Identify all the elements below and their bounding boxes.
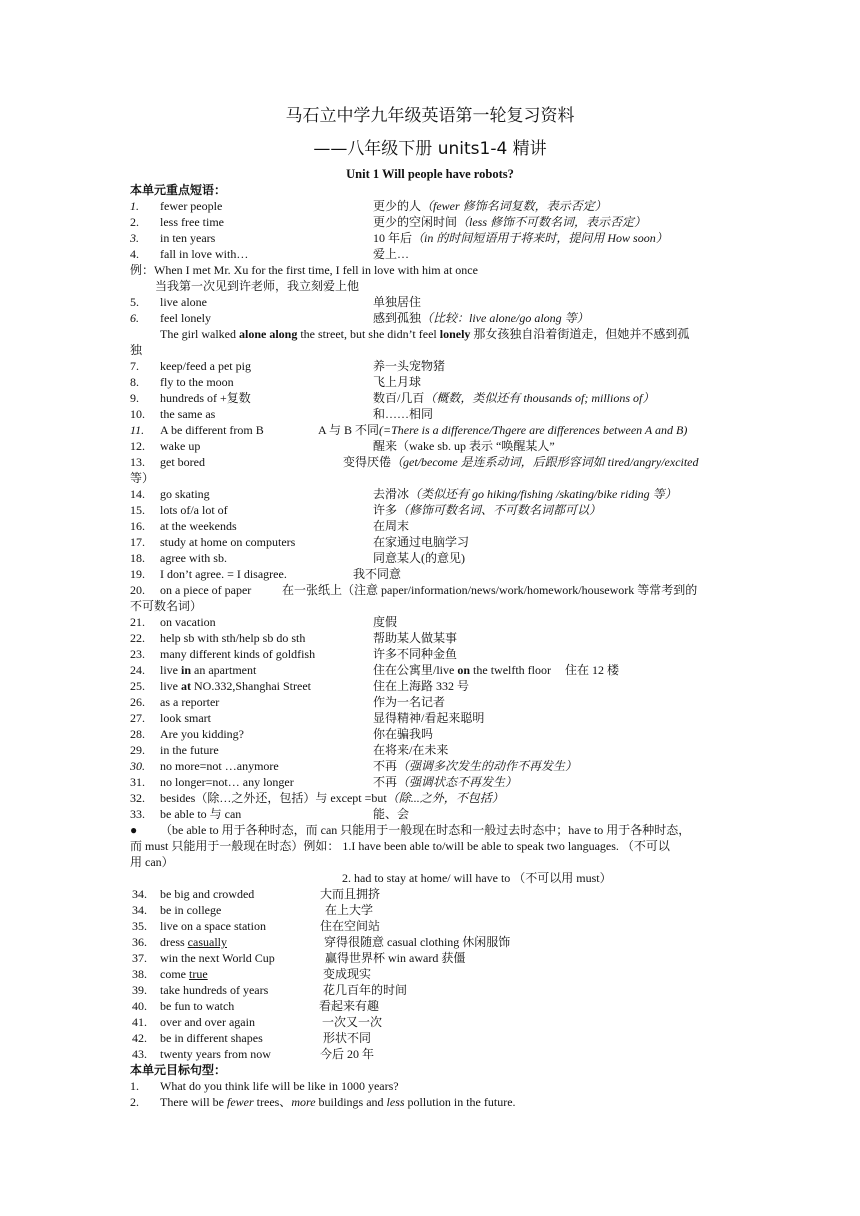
bullet-note-line: 2. had to stay at home/ will have to （不可以用 must）: [342, 871, 612, 885]
section-heading-sentences: 本单元目标句型：: [130, 1063, 227, 1077]
bullet-note-line: 用 can）: [130, 855, 174, 869]
document-subtitle: ——八年级下册 units1-4 精讲: [313, 139, 547, 159]
example-translation: 当我第一次见到许老师，我立刻爱上他: [155, 279, 360, 293]
document-page: 马石立中学九年级英语第一轮复习资料 ——八年级下册 units1-4 精讲 Unit 1 Will people have robots? 本单元重点短语： 1. fewer people 更少的人（fewer 修饰名词复数，表示否定） 2. less free time 更少的空闲时间（less 修饰不可数名词，表示否定） 3. in ten years 10 年后（in 的时间短语用于将来时，提问用 How soon） 4. fall in love with… 爱上… 例：When I met Mr. Xu for the first time, I fell in love with him at once 当我第一次见到许老师，我立刻爱上他 5. live alone 单独居住 6. feel lonely 感到孤独（比较：live alone/go along 等） The girl walked alone along the street, but she didn’t feel lonely 那女孩独自沿着街道走，但她并不感到孤 独 7. keep/feed a pet pig 养一头宠物猪 8. fly to the moon 飞上月球 9. hundreds of +复数 数百/几百（概数，类似还有 thousands of; millions of） 10. the same as 和……相同 11. A be different from B A 与 B 不同(=There is a difference/Thgere are differences between A and B) 12. wake up 醒来（wake sb. up 表示 “唤醒某人” 13. get bored 变得厌倦（get/become 是连系动词，后跟形容词如 tired/angry/excited 等） 14. go skating 去滑冰（类似还有 go hiking/fishing /skating/bike riding 等） 15. lots of/a lot of 许多（修饰可数名词、不可数名词都可以） 16. at the weekends 在周末 17. study at home on computers 在家通过电脑学习 18. agree with sb. 同意某人(的意见) 19. I don’t agree. = I disagree. 我不同意 20. on a piece of paper 在一张纸上（注意 paper/information/news/work/homework/housework 等常考到的 不可数名词） 21. on vacation 度假 22. help sb with sth/help sb do sth 帮助某人做某事 23. many different kinds of goldfish 许多不同种金鱼 24. live in an apartment 住在公寓里/live on the twelfth floor 住在 12 楼 25. live at NO.332,Shanghai Street 住在上海路 332 号 26. as a reporter 作为一名记者 27. look smart 显得精神/看起来聪明 28. Are you kidding? 你在骗我吗 29. in the future 在将来/在未来 30. no more=not …anymore 不再（强调多次发生的动作不再发生） 31. no longer=not… any longer 不再（强调状态不再发生） 32. besides（除…之外还，包括）与 except =but（除...之外，不包括） 33. be able to 与 can 能、会 ● （be able to 用于各种时态，而 can 只能用于一般现在时态和一般过去时态中；have to 用于各种时态， 而 must 只能用于一般现在时态）例如： 1.I have been able to/will be able to speak two languages. （不可以 用 can） 2. had to stay at home/ will have to （不可以用 must） 34. be big and crowded 大而且拥挤 34. be in college 在上大学 35. live on a space station 住在空间站 36. dress casually 穿得很随意 casual clothing 休闲服饰 37. win the next World Cup 赢得世界杯 win award 获僵 38. come true 变成现实 39. take hundreds of years 花几百年的时间 40. be fun to watch 看起来有趣 41. over and over again 一次又一次 42. be in different shapes 形状不同 43. twenty years from now 今后 20 年 本单元目标句型： 1. What do you think life will be like in 1000 years? 2. There will be fewer trees、more buildings and less pollution in the future.: [0, 0, 860, 1216]
section-heading-phrases: 本单元重点短语：: [130, 183, 227, 197]
phrase-item-tail: 等）: [130, 471, 155, 485]
example-sentence: 例：When I met Mr. Xu for the first time, I fell in love with him at once: [130, 263, 478, 277]
lonely-example-tail: 独: [130, 343, 143, 357]
unit-heading: Unit 1 Will people have robots?: [346, 167, 514, 181]
bullet-icon: ●: [130, 823, 138, 837]
bullet-note-line: 而 must 只能用于一般现在时态）例如： 1.I have been able to/will be able to speak two languages. （不可以: [130, 839, 670, 853]
document-title: 马石立中学九年级英语第一轮复习资料: [285, 106, 575, 126]
phrase-item-tail: 不可数名词）: [130, 599, 203, 613]
lonely-example: The girl walked alone along the street, but she didn’t feel lonely 那女孩独自沿着街道走，但她并不感到孤: [160, 327, 690, 341]
